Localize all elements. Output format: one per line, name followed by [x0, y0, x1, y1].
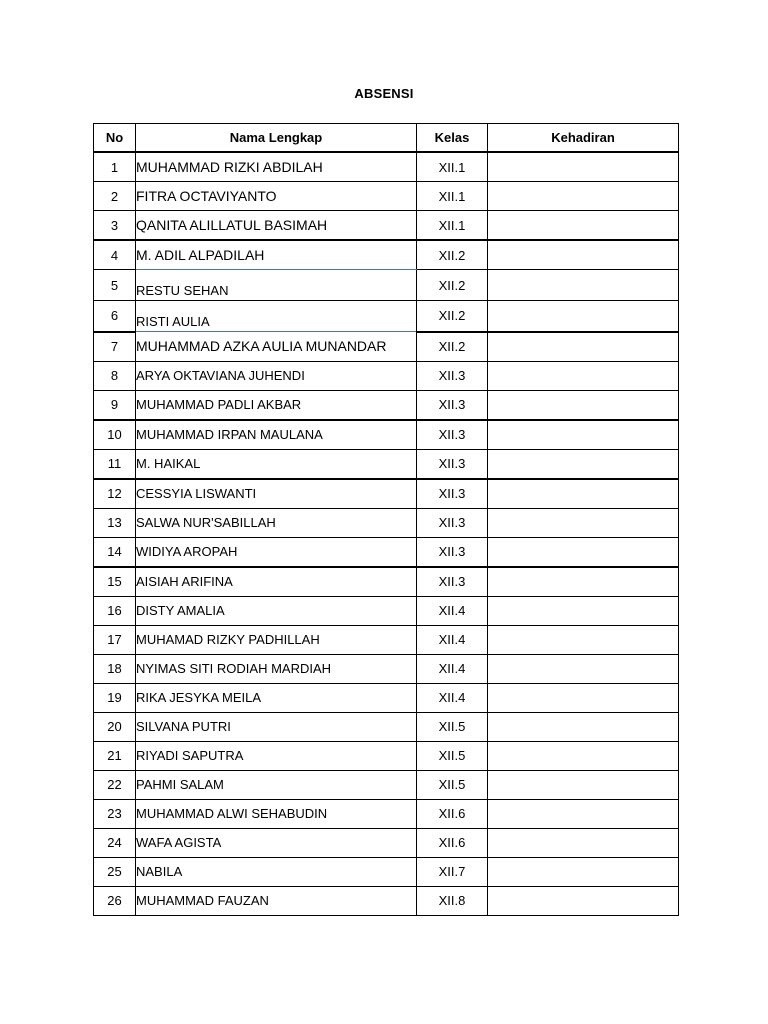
cell-name: SALWA NUR'SABILLAH [136, 508, 417, 537]
cell-kelas: XII.4 [417, 683, 488, 712]
cell-no: 16 [94, 596, 136, 625]
cell-kelas: XII.3 [417, 567, 488, 597]
cell-name: RISTI AULIA [136, 301, 417, 332]
attendance-table [93, 123, 679, 916]
cell-kehadiran [488, 508, 679, 537]
table-body [94, 152, 679, 915]
table-row [94, 301, 679, 332]
table-row [94, 240, 679, 270]
cell-kehadiran [488, 567, 679, 597]
table-row [94, 857, 679, 886]
cell-no: 5 [94, 270, 136, 301]
cell-kehadiran [488, 741, 679, 770]
cell-kehadiran [488, 479, 679, 509]
cell-kehadiran [488, 654, 679, 683]
table-row [94, 479, 679, 509]
cell-name: WAFA AGISTA [136, 828, 417, 857]
cell-kehadiran [488, 886, 679, 915]
cell-kehadiran [488, 625, 679, 654]
cell-name: NABILA [136, 857, 417, 886]
table-row [94, 886, 679, 915]
cell-name: QANITA ALILLATUL BASIMAH [136, 211, 417, 241]
cell-kelas: XII.2 [417, 240, 488, 270]
table-row [94, 211, 679, 241]
cell-kelas: XII.7 [417, 857, 488, 886]
table-row [94, 596, 679, 625]
cell-name: DISTY AMALIA [136, 596, 417, 625]
cell-no: 12 [94, 479, 136, 509]
cell-no: 24 [94, 828, 136, 857]
cell-no: 21 [94, 741, 136, 770]
cell-name: MUHAMMAD PADLI AKBAR [136, 390, 417, 420]
cell-name: RIYADI SAPUTRA [136, 741, 417, 770]
cell-kelas: XII.4 [417, 654, 488, 683]
cell-kelas: XII.2 [417, 270, 488, 301]
cell-no: 22 [94, 770, 136, 799]
cell-name: MUHAMMAD RIZKI ABDILAH [136, 152, 417, 182]
cell-no: 4 [94, 240, 136, 270]
cell-kehadiran [488, 857, 679, 886]
cell-name: CESSYIA LISWANTI [136, 479, 417, 509]
header-kelas: Kelas [417, 124, 488, 153]
cell-name: MUHAMMAD ALWI SEHABUDIN [136, 799, 417, 828]
cell-no: 20 [94, 712, 136, 741]
cell-no: 11 [94, 449, 136, 479]
cell-kehadiran [488, 770, 679, 799]
table-row [94, 332, 679, 362]
cell-kelas: XII.3 [417, 390, 488, 420]
cell-name: M. HAIKAL [136, 449, 417, 479]
cell-kehadiran [488, 712, 679, 741]
table-row [94, 741, 679, 770]
cell-no: 10 [94, 420, 136, 450]
cell-kehadiran [488, 683, 679, 712]
table-row [94, 390, 679, 420]
cell-no: 8 [94, 361, 136, 390]
cell-kehadiran [488, 240, 679, 270]
cell-no: 3 [94, 211, 136, 241]
header-row [94, 124, 679, 153]
table-row [94, 361, 679, 390]
cell-kehadiran [488, 537, 679, 567]
cell-kelas: XII.2 [417, 301, 488, 332]
table-row [94, 770, 679, 799]
cell-kelas: XII.1 [417, 182, 488, 211]
cell-kelas: XII.5 [417, 741, 488, 770]
header-name: Nama Lengkap [136, 124, 417, 153]
cell-kelas: XII.3 [417, 537, 488, 567]
table-row [94, 799, 679, 828]
cell-name: PAHMI SALAM [136, 770, 417, 799]
table-row [94, 712, 679, 741]
table-row [94, 683, 679, 712]
cell-kelas: XII.3 [417, 479, 488, 509]
cell-name: MUHAMMAD FAUZAN [136, 886, 417, 915]
cell-kehadiran [488, 420, 679, 450]
cell-kehadiran [488, 828, 679, 857]
cell-no: 13 [94, 508, 136, 537]
cell-name: RIKA JESYKA MEILA [136, 683, 417, 712]
table-row [94, 625, 679, 654]
cell-no: 14 [94, 537, 136, 567]
cell-name: M. ADIL ALPADILAH [136, 240, 417, 270]
cell-kehadiran [488, 301, 679, 332]
cell-no: 15 [94, 567, 136, 597]
cell-no: 9 [94, 390, 136, 420]
cell-kelas: XII.6 [417, 828, 488, 857]
cell-no: 26 [94, 886, 136, 915]
cell-kelas: XII.1 [417, 152, 488, 182]
cell-kehadiran [488, 332, 679, 362]
table-row [94, 508, 679, 537]
cell-no: 7 [94, 332, 136, 362]
cell-name: MUHAMMAD AZKA AULIA MUNANDAR [136, 332, 417, 362]
cell-kelas: XII.5 [417, 712, 488, 741]
table-row [94, 537, 679, 567]
cell-kehadiran [488, 182, 679, 211]
cell-kelas: XII.1 [417, 211, 488, 241]
table-row [94, 567, 679, 597]
cell-name: FITRA OCTAVIYANTO [136, 182, 417, 211]
table-header [94, 124, 679, 153]
cell-kehadiran [488, 152, 679, 182]
cell-kehadiran [488, 211, 679, 241]
cell-kelas: XII.3 [417, 449, 488, 479]
cell-kehadiran [488, 390, 679, 420]
cell-name: AISIAH ARIFINA [136, 567, 417, 597]
cell-kelas: XII.5 [417, 770, 488, 799]
cell-kehadiran [488, 799, 679, 828]
cell-no: 25 [94, 857, 136, 886]
cell-kehadiran [488, 270, 679, 301]
cell-name: MUHAMMAD IRPAN MAULANA [136, 420, 417, 450]
cell-kelas: XII.2 [417, 332, 488, 362]
cell-kelas: XII.3 [417, 420, 488, 450]
cell-kelas: XII.3 [417, 508, 488, 537]
table-row [94, 270, 679, 301]
cell-kelas: XII.3 [417, 361, 488, 390]
cell-name: NYIMAS SITI RODIAH MARDIAH [136, 654, 417, 683]
page-title: ABSENSI [354, 86, 414, 101]
cell-no: 19 [94, 683, 136, 712]
cell-no: 23 [94, 799, 136, 828]
cell-name: ARYA OKTAVIANA JUHENDI [136, 361, 417, 390]
cell-kehadiran [488, 596, 679, 625]
header-kehadiran: Kehadiran [488, 124, 679, 153]
cell-no: 18 [94, 654, 136, 683]
table-row [94, 654, 679, 683]
table-row [94, 449, 679, 479]
table-row [94, 420, 679, 450]
cell-kelas: XII.6 [417, 799, 488, 828]
cell-no: 1 [94, 152, 136, 182]
cell-no: 6 [94, 301, 136, 332]
cell-no: 2 [94, 182, 136, 211]
cell-name: MUHAMAD RIZKY PADHILLAH [136, 625, 417, 654]
cell-name: WIDIYA AROPAH [136, 537, 417, 567]
table-row [94, 152, 679, 182]
cell-kelas: XII.4 [417, 625, 488, 654]
cell-name: RESTU SEHAN [136, 270, 417, 301]
header-no: No [94, 124, 136, 153]
cell-kelas: XII.4 [417, 596, 488, 625]
cell-no: 17 [94, 625, 136, 654]
cell-name: SILVANA PUTRI [136, 712, 417, 741]
cell-kehadiran [488, 449, 679, 479]
cell-kehadiran [488, 361, 679, 390]
table-row [94, 828, 679, 857]
cell-kelas: XII.8 [417, 886, 488, 915]
table-row [94, 182, 679, 211]
